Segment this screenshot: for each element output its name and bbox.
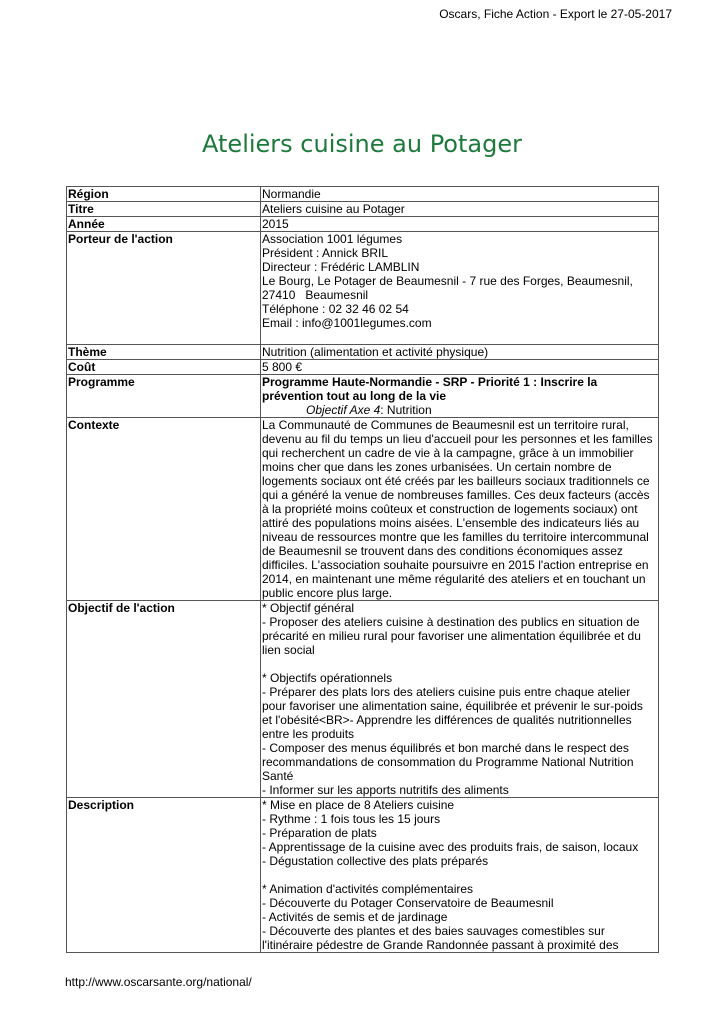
row-label: Porteur de l'action xyxy=(67,232,261,345)
contexte-line: attiré des populations moins aisées. L'ensemble des indicateurs liés au xyxy=(262,516,640,530)
programme-line: Programme Haute-Normandie - SRP - Priorité 1 : Inscrire la xyxy=(262,375,598,389)
objectif-line: - Composer des menus équilibrés et bon marché dans le respect des xyxy=(262,741,629,755)
axe-label: Objectif Axe 4 xyxy=(306,403,381,417)
row-value xyxy=(261,601,659,798)
row-value xyxy=(261,232,659,345)
row-label: Coût xyxy=(67,360,261,375)
row-value xyxy=(261,375,659,418)
description-line: - Activités de semis et de jardinage xyxy=(262,910,448,924)
contexte-line: La Communauté de Communes de Beaumesnil est un territoire rural, xyxy=(262,418,629,432)
table-row-theme xyxy=(67,345,659,360)
row-label: Titre xyxy=(67,202,261,217)
description-line: - Découverte du Potager Conservatoire de Beaumesnil xyxy=(262,896,554,910)
objectif-line: - Informer sur les apports nutritifs des aliments xyxy=(262,783,509,797)
contexte-line: niveau de ressources montre que les familles du territoire intercommunal xyxy=(262,530,649,544)
row-label: Objectif de l'action xyxy=(67,601,261,798)
contexte-line: public encore plus large. xyxy=(262,586,393,600)
row-value: 2015 xyxy=(261,217,659,232)
description-line: - Apprentissage de la cuisine avec des produits frais, de saison, locaux xyxy=(262,840,639,854)
porteur-line: Téléphone : 02 32 46 02 54 xyxy=(262,302,409,316)
row-label: Programme xyxy=(67,375,261,418)
fiche-action-table xyxy=(66,186,659,953)
description-line: - Dégustation collective des plats préparés xyxy=(262,854,489,868)
programme-axe xyxy=(262,403,657,417)
row-label: Description xyxy=(67,798,261,953)
row-label: Région xyxy=(67,187,261,202)
porteur-line: Email : info@1001legumes.com xyxy=(262,316,432,330)
row-label: Année xyxy=(67,217,261,232)
table-row-region xyxy=(67,187,659,202)
spacer xyxy=(262,868,657,882)
row-value: 5 800 € xyxy=(261,360,659,375)
contexte-line: logements sociaux ont été créés par les bailleurs sociaux traditionnels ce xyxy=(262,474,650,488)
contexte-line: difficiles. L'association souhaite poursuivre en 2015 l'action entreprise en xyxy=(262,558,649,572)
porteur-line: Le Bourg, Le Potager de Beaumesnil - 7 rue des Forges, Beaumesnil, xyxy=(262,274,633,288)
objectif-line: * Objectif général xyxy=(262,601,355,615)
porteur-line: Directeur : Frédéric LAMBLIN xyxy=(262,260,420,274)
table-row-porteur xyxy=(67,232,659,345)
document-title: Ateliers cuisine au Potager xyxy=(202,130,522,158)
row-value: Ateliers cuisine au Potager xyxy=(261,202,659,217)
axe-value: : Nutrition xyxy=(380,403,432,417)
spacer xyxy=(262,657,657,671)
description-line: - Découverte des plantes et des baies sauvages comestibles sur xyxy=(262,924,605,938)
objectif-line: pour favoriser une alimentation saine, équilibrée et prévenir le sur-poids xyxy=(262,699,643,713)
row-value: Normandie xyxy=(261,187,659,202)
spacer xyxy=(262,330,657,344)
contexte-line: qui a généré la venue de nombreuses familles. Ces deux facteurs (accès xyxy=(262,488,650,502)
porteur-line: Association 1001 légumes xyxy=(262,232,403,246)
porteur-line: Président : Annick BRIL xyxy=(262,246,389,260)
objectif-line: entre les produits xyxy=(262,727,355,741)
row-value: Nutrition (alimentation et activité physique) xyxy=(261,345,659,360)
row-value xyxy=(261,418,659,601)
objectif-line: lien social xyxy=(262,643,315,657)
objectif-line: - Proposer des ateliers cuisine à destination des publics en situation de xyxy=(262,615,640,629)
footer-url: http://www.oscarsante.org/national/ xyxy=(65,975,252,989)
objectif-line: et l'obésité<BR>- Apprendre les différences de qualités nutritionnelles xyxy=(262,713,632,727)
objectif-line: précarité en milieu rural pour favoriser une alimentation équilibrée et du xyxy=(262,629,641,643)
table-row-programme xyxy=(67,375,659,418)
contexte-line: 2014, en maintenant une même régularité des ateliers et en touchant un xyxy=(262,572,646,586)
description-line: * Mise en place de 8 Ateliers cuisine xyxy=(262,798,455,812)
contexte-line: à la propriété moins coûteux et construction de logements sociaux) ont xyxy=(262,502,638,516)
table-row-objectif xyxy=(67,601,659,798)
objectif-line: - Préparer des plats lors des ateliers cuisine puis entre chaque atelier xyxy=(262,685,631,699)
objectif-line: recommandations de consommation du Programme National Nutrition xyxy=(262,755,634,769)
row-label: Contexte xyxy=(67,418,261,601)
porteur-line: 27410 Beaumesnil xyxy=(262,288,369,302)
contexte-line: de Beaumesnil se trouvent dans des conditions économiques assez xyxy=(262,544,623,558)
description-line: * Animation d'activités complémentaires xyxy=(262,882,474,896)
table-row-annee xyxy=(67,217,659,232)
contexte-line: qui recherchent un cadre de vie à la campagne, grâce à un immobilier xyxy=(262,446,634,460)
table-row-description xyxy=(67,798,659,953)
description-line: - Préparation de plats xyxy=(262,826,377,840)
table-row-contexte xyxy=(67,418,659,601)
row-value xyxy=(261,798,659,953)
table-row-cout xyxy=(67,360,659,375)
row-label: Thème xyxy=(67,345,261,360)
objectif-line: * Objectifs opérationnels xyxy=(262,671,393,685)
export-header: Oscars, Fiche Action - Export le 27-05-2017 xyxy=(439,7,672,21)
contexte-line: devenu au fil du temps un lieu d'accueil pour les personnes et les familles xyxy=(262,432,653,446)
programme-line: prévention tout au long de la vie xyxy=(262,389,447,403)
contexte-line: moins cher que dans les zones urbanisées. Un certain nombre de xyxy=(262,460,612,474)
description-line: - Rythme : 1 fois tous les 15 jours xyxy=(262,812,441,826)
objectif-line: Santé xyxy=(262,769,294,783)
table-row-titre xyxy=(67,202,659,217)
description-line: l'itinéraire pédestre de Grande Randonnée passant à proximité des xyxy=(262,938,619,952)
